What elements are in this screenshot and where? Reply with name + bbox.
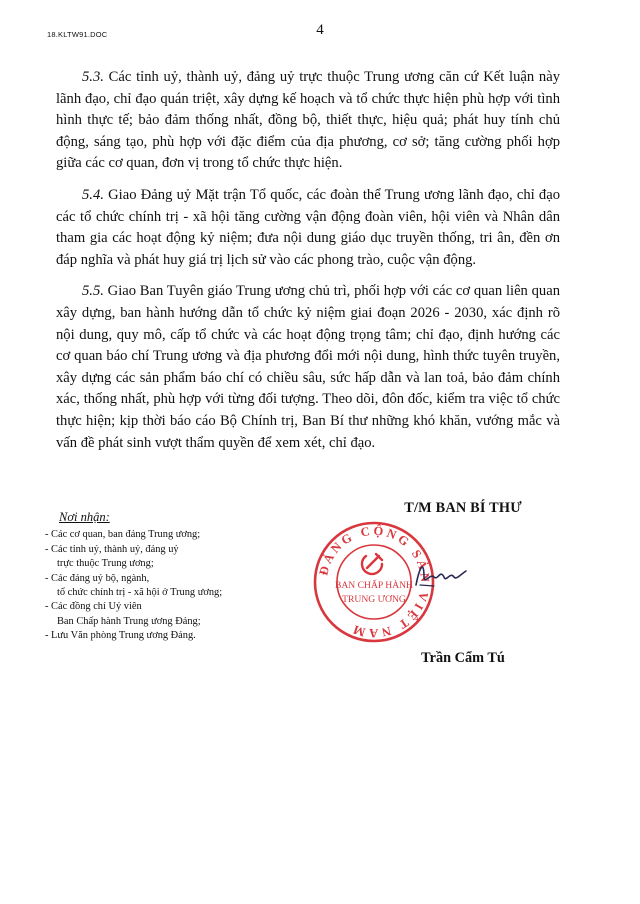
recipients-title: Nơi nhận: (59, 510, 110, 524)
recipients-list (45, 528, 335, 643)
handwritten-signature (410, 555, 470, 595)
recipient-line-continued: trực thuộc Trung ương; (57, 558, 154, 570)
recipients-block (45, 510, 335, 644)
signer-name: Trần Cẩm Tú (421, 650, 505, 666)
page-number: 4 (316, 22, 324, 38)
body-text (56, 67, 560, 464)
recipient-line-continued: tổ chức chính trị - xã hội ở Trung ương; (57, 587, 223, 599)
recipient-item (45, 528, 335, 542)
paragraph-text: Các tỉnh uỷ, thành uỷ, đảng uỷ trực thuộc Trung ương căn cứ Kết luận này lãnh đạo, chỉ đạo quán triệt, xây dựng kế hoạch và tổ chức thực hiện phù hợp với tình hình thực tế; bảo đảm thống nhất, đồng bộ, thiết thực, hiệu quả; phát huy tính chủ động, sáng tạo, phù hợp với đặc điểm của địa phương, cơ sở; tăng cường phối hợp giữa các cơ quan, đơn vị trong tổ chức thực hiện. (56, 69, 560, 172)
paragraph-5-4 (56, 185, 560, 271)
seal-inner-line2: TRUNG ƯƠNG (342, 594, 406, 605)
recipient-line: - Các tỉnh uỷ, thành uỷ, đảng uỷ (45, 543, 179, 555)
seal-inner-line1: BAN CHẤP HÀNH (334, 580, 414, 591)
recipient-item (45, 600, 335, 629)
recipient-item (45, 543, 335, 572)
seal-ring-text: ĐẢNG CỘNG SẢN VIỆT NAM (316, 523, 433, 641)
recipient-line: - Các đảng uỷ bộ, ngành, (45, 572, 150, 584)
paragraph-5-3 (56, 67, 560, 175)
paragraph-number: 5.5. (82, 283, 104, 300)
signature-block (310, 500, 570, 675)
recipient-item (45, 572, 335, 601)
paragraph-number: 5.4. (82, 186, 104, 203)
paragraph-number: 5.3. (82, 69, 104, 85)
recipient-line: - Lưu Văn phòng Trung ương Đảng. (45, 630, 196, 642)
recipient-line: - Các đồng chí Uỷ viên (45, 601, 142, 613)
recipient-item (45, 629, 335, 643)
hammer-sickle-icon (362, 554, 382, 574)
paragraph-text: Giao Đảng uỷ Mặt trận Tổ quốc, các đoàn thể Trung ương lãnh đạo, chỉ đạo các tổ chức chính trị - xã hội tăng cường vận động đoàn viên, hội viên và Nhân dân tham gia các hoạt động kỷ niệm; đưa nội dung giáo dục truyền thống, tri ân, đền ơn đáp nghĩa và phát huy giá trị lịch sử vào các phong trào, cuộc vận động. (56, 186, 560, 268)
recipient-line: - Các cơ quan, ban đảng Trung ương; (45, 529, 201, 541)
paragraph-text: Giao Ban Tuyên giáo Trung ương chủ trì, phối hợp với các cơ quan liên quan xây dựng, ban hành hướng dẫn tổ chức kỷ niệm giai đoạn 2026 - 2030, xác định rõ nội dung, quy mô, cấp tổ chức và các hoạt động trọng tâm; chỉ đạo, định hướng các cơ quan báo chí Trung ương và địa phương đổi mới nội dung, hình thức tuyên truyền, xây dựng các sản phẩm báo chí có chiều sâu, sức hấp dẫn và lan toả, bảo đảm chính xác, thống nhất, phù hợp với từng đối tượng. Theo dõi, đôn đốc, kiểm tra việc tổ chức thực hiện; kịp thời báo cáo Bộ Chính trị, Ban Bí thư những khó khăn, vướng mắc và vấn đề phát sinh vượt thẩm quyền để xem xét, chỉ đạo. (56, 283, 560, 451)
file-code: 18.KLTW91.DOC (47, 30, 108, 39)
recipient-line-continued: Ban Chấp hành Trung ương Đảng; (57, 615, 201, 627)
signer-role: T/M BAN BÍ THƯ (404, 500, 522, 516)
paragraph-5-5 (56, 281, 560, 454)
